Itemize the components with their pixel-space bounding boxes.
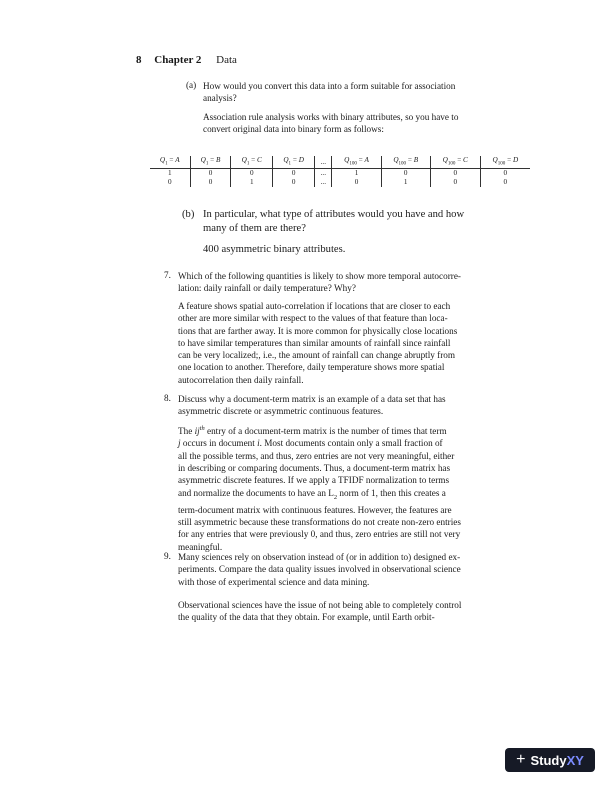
text-line: asymmetric discrete or asymmetric continuous features. (178, 406, 384, 417)
text-line: to have similar temperatures than similar amounts of rainfall since rainfall (178, 337, 451, 348)
table-cell: 0 (167, 178, 172, 187)
text-line: Which of the following quantities is likely to show more temporal autocorre- (178, 271, 461, 281)
table-cell: 0 (332, 178, 381, 187)
q9-answer (178, 599, 512, 624)
text-line: periments. Compare the data quality issues involved in observational science (178, 564, 461, 575)
text-line: can be very localized;, i.e., the amount of rainfall can change abruptly from (178, 350, 456, 361)
text-line: asymmetric discrete features. If we apply a TFIDF normalization to terms (178, 475, 450, 486)
table-cell: 1 (381, 178, 430, 187)
binary-attribute-table (150, 156, 530, 187)
table-cell: 0 (381, 169, 430, 179)
column-header: ... (315, 156, 332, 169)
text-line: many of them are there? (203, 223, 306, 234)
text-line: The $ij^{th}$ entry of a document-term matrix is the number of times that term (178, 425, 447, 437)
text-line: all the possible terms, and thus, zero entries are not very meaningful, either (178, 450, 455, 461)
table-cell: 1 (231, 178, 273, 187)
column-header: $Q_1 = D$ (273, 156, 315, 169)
math-i: i (257, 438, 260, 449)
math-j: j (178, 438, 181, 449)
table-cell: 1 (167, 169, 172, 178)
table-cell: 0 (430, 178, 480, 187)
q7-number: 7. (164, 270, 171, 280)
column-header: $Q_1 = B$ (190, 156, 231, 169)
table-cell: 0 (480, 178, 530, 187)
plus-icon: + (516, 751, 526, 768)
text-line: autocorrelation then daily rainfall. (178, 374, 304, 385)
text-line: still asymmetric because these transformations do not create non-zero entries (178, 516, 461, 527)
studyxy-logo (505, 748, 595, 772)
column-header: $Q_{100} = B$ (381, 156, 430, 169)
table-row (150, 169, 530, 179)
text-line: one location to another. Therefore, daily temperature shows more spatial (178, 362, 445, 373)
text-line: meaningful. (178, 541, 223, 552)
text-line: j occurs in document i. Most documents contain only a small fraction of (178, 438, 443, 449)
text-line: lation: daily rainfall or daily temperature? Why? (178, 283, 356, 294)
column-header: $Q_{100} = C$ (430, 156, 480, 169)
table-cell: ... (315, 178, 332, 187)
text-line: convert original data into binary form as follows: (203, 124, 384, 135)
part-b-question (203, 208, 515, 236)
text-line: analysis? (203, 93, 237, 104)
text-line: Association rule analysis works with binary attributes, so you have to (203, 112, 459, 122)
table-cell: 0 (190, 169, 231, 179)
q7-answer (178, 300, 512, 386)
part-a-answer (203, 111, 511, 136)
page-number: 8 (136, 54, 142, 66)
part-b-answer: 400 asymmetric binary attributes. (203, 244, 346, 255)
text-line: Many sciences rely on observation instead of (or in addition to) designed ex- (178, 552, 461, 562)
q8-number: 8. (164, 393, 171, 403)
logo-text: StudyXY (530, 752, 584, 768)
part-b-label: (b) (182, 209, 195, 220)
text-line: for any entries that were previously 0, and thus, zero entries are still not very (178, 529, 461, 540)
text-line: Discuss why a document-term matrix is an example of a data set that has (178, 394, 446, 404)
text-line: In particular, what type of attributes would you have and how (203, 209, 465, 220)
table-row (150, 178, 530, 187)
column-header: $Q_1 = C$ (231, 156, 273, 169)
q7-question (178, 270, 512, 295)
table-cell: 0 (430, 169, 480, 179)
table-header-row (150, 156, 530, 169)
text-line: with those of experimental science and data mining. (178, 576, 370, 587)
text-line: A feature shows spatial auto-correlation if locations that are closer to each (178, 301, 451, 311)
table-cell: 0 (231, 169, 273, 179)
table-cell: 0 (273, 178, 315, 187)
text-line: How would you convert this data into a form suitable for association (203, 81, 456, 91)
table-cell: 0 (273, 169, 315, 179)
q8-question (178, 393, 512, 418)
table-cell: 0 (480, 169, 530, 179)
q8-answer (178, 423, 512, 553)
column-header: $Q_{100} = A$ (332, 156, 381, 169)
q9-question (178, 551, 512, 588)
text-line: Observational sciences have the issue of not being able to completely control (178, 600, 462, 610)
text-line: term-document matrix with continuous features. However, the features are (178, 504, 452, 515)
text-line: tions that are farther away. It is more common for physically close locations (178, 325, 458, 336)
running-header (136, 54, 237, 66)
chapter-title: Data (216, 54, 237, 66)
math-ij: $ij^{th}$ (194, 425, 205, 437)
text-line: and normalize the documents to have an $L_2$ norm of 1, then this creates a (178, 487, 446, 501)
text-line: the quality of the data that they obtain. For example, until Earth orbit- (178, 612, 435, 623)
table-cell: 1 (332, 169, 381, 179)
chapter-label: Chapter 2 (154, 54, 202, 66)
text-line: other are more similar with respect to the values of that feature than loca- (178, 313, 448, 324)
column-header: $Q_{100} = D$ (480, 156, 530, 169)
column-header: $Q_1 = A$ (150, 156, 190, 169)
part-a-label: (a) (186, 80, 197, 90)
table-cell: 0 (190, 178, 231, 187)
text-line: in describing or comparing documents. Thus, a document-term matrix has (178, 462, 451, 473)
part-a-question (203, 80, 511, 105)
table-cell: ... (315, 169, 332, 179)
q9-number: 9. (164, 551, 171, 561)
